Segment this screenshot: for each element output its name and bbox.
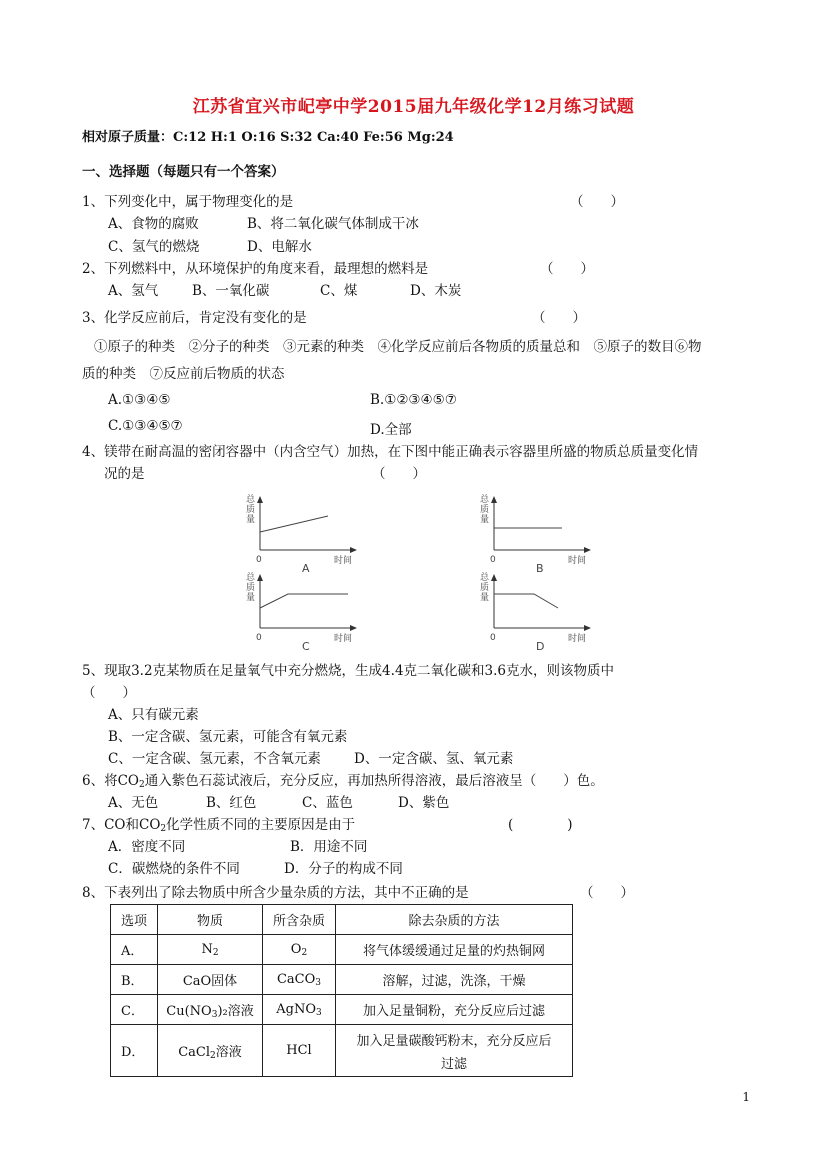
page-number: 1	[742, 1090, 750, 1104]
q7-option-b: B．用途不同	[290, 839, 368, 855]
q1-stem: 1、下列变化中，属于物理变化的是	[82, 194, 294, 210]
q5-stem: 5、现取3.2克某物质在足量氧气中充分燃烧，生成4.4克二氧化碳和3.6克水，则该物质中	[82, 663, 614, 679]
q7-answer-paren: ( )	[508, 817, 573, 833]
q8-answer-paren: （ ）	[580, 885, 634, 901]
q1-option-a: A、食物的腐败	[108, 216, 199, 232]
graph-a-curve	[260, 516, 328, 532]
q5-option-d: D、一定含碳、氢、氧元素	[354, 751, 514, 767]
q7-option-d: D．分子的构成不同	[284, 861, 403, 877]
q3-stem: 3、化学反应前后，肯定没有变化的是	[82, 310, 307, 326]
q3-items-line2: 质的种类 ⑦反应前后物质的状态	[82, 366, 285, 382]
graph-c-ylabel-3: 量	[246, 593, 256, 603]
q3-items-line1: ①原子的种类 ②分子的种类 ③元素的种类 ④化学反应前后各物质的质量总和 ⑤原子的数目⑥物	[94, 339, 702, 355]
graph-b-ylabel-1: 总	[480, 495, 490, 505]
q6-option-c: C、蓝色	[302, 795, 353, 811]
table-row	[111, 995, 573, 1025]
graph-b-origin: 0	[490, 555, 496, 565]
graph-d-origin: 0	[490, 633, 496, 643]
graph-a-origin: 0	[256, 555, 262, 565]
graph-d-ylabel-2: 质	[480, 583, 490, 593]
q5-option-b: B、一定含碳、氢元素，可能含有氧元素	[108, 729, 348, 745]
row-c-option: C．	[111, 995, 158, 1025]
q7-option-a: A．密度不同	[108, 839, 186, 855]
row-d-option: D．	[111, 1025, 158, 1077]
q3-option-d: D.全部	[370, 422, 412, 438]
graph-a-ylabel-2: 质	[246, 505, 256, 515]
graph-c-ylabel-1: 总	[246, 573, 256, 583]
graph-c-xlabel: 时间	[334, 634, 353, 644]
q5-option-c: C、一定含碳、氢元素，不含氧元素	[108, 751, 321, 767]
row-c-method: 加入足量铜粉，充分反应后过滤	[336, 995, 573, 1025]
row-a-substance: $N_2$	[158, 935, 263, 965]
row-b-option: B．	[111, 965, 158, 995]
graph-a-xlabel: 时间	[334, 556, 353, 566]
q6-option-a: A、无色	[108, 795, 159, 811]
row-d-substance: CaCl$_2$溶液	[158, 1025, 263, 1077]
q2-option-c: C、煤	[320, 283, 358, 299]
graph-d-ylabel-1: 总	[480, 573, 490, 583]
graph-a-letter: A	[302, 562, 310, 574]
table-header-row	[111, 905, 573, 935]
row-b-method: 溶解，过滤，洗涤，干燥	[336, 965, 573, 995]
atomic-mass-line: 相对原子质量：C:12 H:1 O:16 S:32 Ca:40 Fe:56 Mg:24	[82, 130, 454, 145]
row-a-impurity: $O_2$	[263, 935, 336, 965]
q1-option-c: C、氢气的燃烧	[108, 239, 200, 255]
page-title: 江苏省宜兴市屺亭中学2015届九年级化学12月练习试题	[192, 97, 635, 117]
q3-option-b: B.①②③④⑤⑦	[370, 392, 457, 408]
q7-stem: 7、CO和$CO_2$化学性质不同的主要原因是由于	[82, 817, 356, 834]
graph-d-xlabel: 时间	[568, 634, 587, 644]
table-row	[111, 965, 573, 995]
q3-answer-paren: （ ）	[532, 310, 586, 326]
graph-c-letter: C	[302, 640, 310, 652]
graph-d-letter: D	[536, 640, 545, 652]
graph-c-curve	[260, 594, 348, 608]
section-heading: 一、选择题（每题只有一个答案）	[82, 164, 285, 180]
graph-b	[472, 494, 602, 578]
row-b-substance: CaO固体	[158, 965, 263, 995]
graph-c-ylabel-2: 质	[246, 583, 256, 593]
table-row	[111, 1025, 573, 1077]
graph-a-ylabel-1: 总	[246, 495, 256, 505]
graph-a	[238, 494, 368, 578]
q4-stem-line1: 4、镁带在耐高温的密闭容器中（内含空气）加热，在下图中能正确表示容器里所盛的物质总质量变化情	[82, 444, 699, 460]
graph-b-ylabel-3: 量	[480, 515, 490, 525]
q6-option-d: D、紫色	[398, 795, 450, 811]
q3-option-c: C.①③④⑤⑦	[108, 418, 183, 434]
q6-stem: 6、将$CO_2$通入紫色石蕊试液后，充分反应，再加热所得溶液，最后溶液呈（ ）色。	[82, 773, 604, 790]
graph-b-xlabel: 时间	[568, 556, 587, 566]
q8-table	[110, 904, 573, 1077]
col-header-method: 除去杂质的方法	[336, 905, 573, 935]
graph-c-origin: 0	[256, 633, 262, 643]
row-c-impurity: AgNO$_3$	[263, 995, 336, 1025]
graph-b-letter: B	[536, 562, 544, 574]
q4-answer-paren: （ ）	[372, 466, 426, 482]
q8-stem: 8、下表列出了除去物质中所含少量杂质的方法，其中不正确的是	[82, 885, 469, 901]
q3-option-a: A.①③④⑤	[108, 392, 171, 408]
row-a-method: 将气体缓缓通过足量的灼热铜网	[336, 935, 573, 965]
q1-answer-paren: （ ）	[570, 194, 624, 210]
row-b-impurity: CaCO$_3$	[263, 965, 336, 995]
col-header-impurity: 所含杂质	[263, 905, 336, 935]
graph-d-curve	[494, 594, 558, 608]
graph-b-ylabel-2: 质	[480, 505, 490, 515]
q2-option-a: A、氢气	[108, 283, 159, 299]
graph-c	[238, 572, 368, 656]
graph-d-ylabel-3: 量	[480, 593, 490, 603]
q2-option-b: B、一氧化碳	[192, 283, 270, 299]
row-d-impurity: HCl	[263, 1025, 336, 1077]
q2-answer-paren: （ ）	[540, 261, 594, 277]
q1-option-d: D、电解水	[247, 239, 312, 255]
graph-a-ylabel-3: 量	[246, 515, 256, 525]
row-d-method: 加入足量碳酸钙粉末，充分反应后 过滤	[336, 1025, 573, 1077]
graph-d	[472, 572, 602, 656]
q6-option-b: B、红色	[206, 795, 257, 811]
q2-stem: 2、下列燃料中，从环境保护的角度来看，最理想的燃料是	[82, 261, 429, 277]
col-header-substance: 物质	[158, 905, 263, 935]
q5-answer-paren: （ ）	[82, 685, 136, 701]
q2-option-d: D、木炭	[410, 283, 462, 299]
q7-option-c: C．碳燃烧的条件不同	[108, 861, 240, 877]
q1-option-b: B、将二氧化碳气体制成干冰	[247, 216, 419, 232]
table-row	[111, 935, 573, 965]
row-a-option: A．	[111, 935, 158, 965]
q4-stem-line2: 况的是	[104, 466, 145, 482]
row-c-substance: $Cu(NO_3)_2$溶液	[158, 995, 263, 1025]
q5-option-a: A、只有碳元素	[108, 707, 199, 723]
col-header-option: 选项	[111, 905, 158, 935]
